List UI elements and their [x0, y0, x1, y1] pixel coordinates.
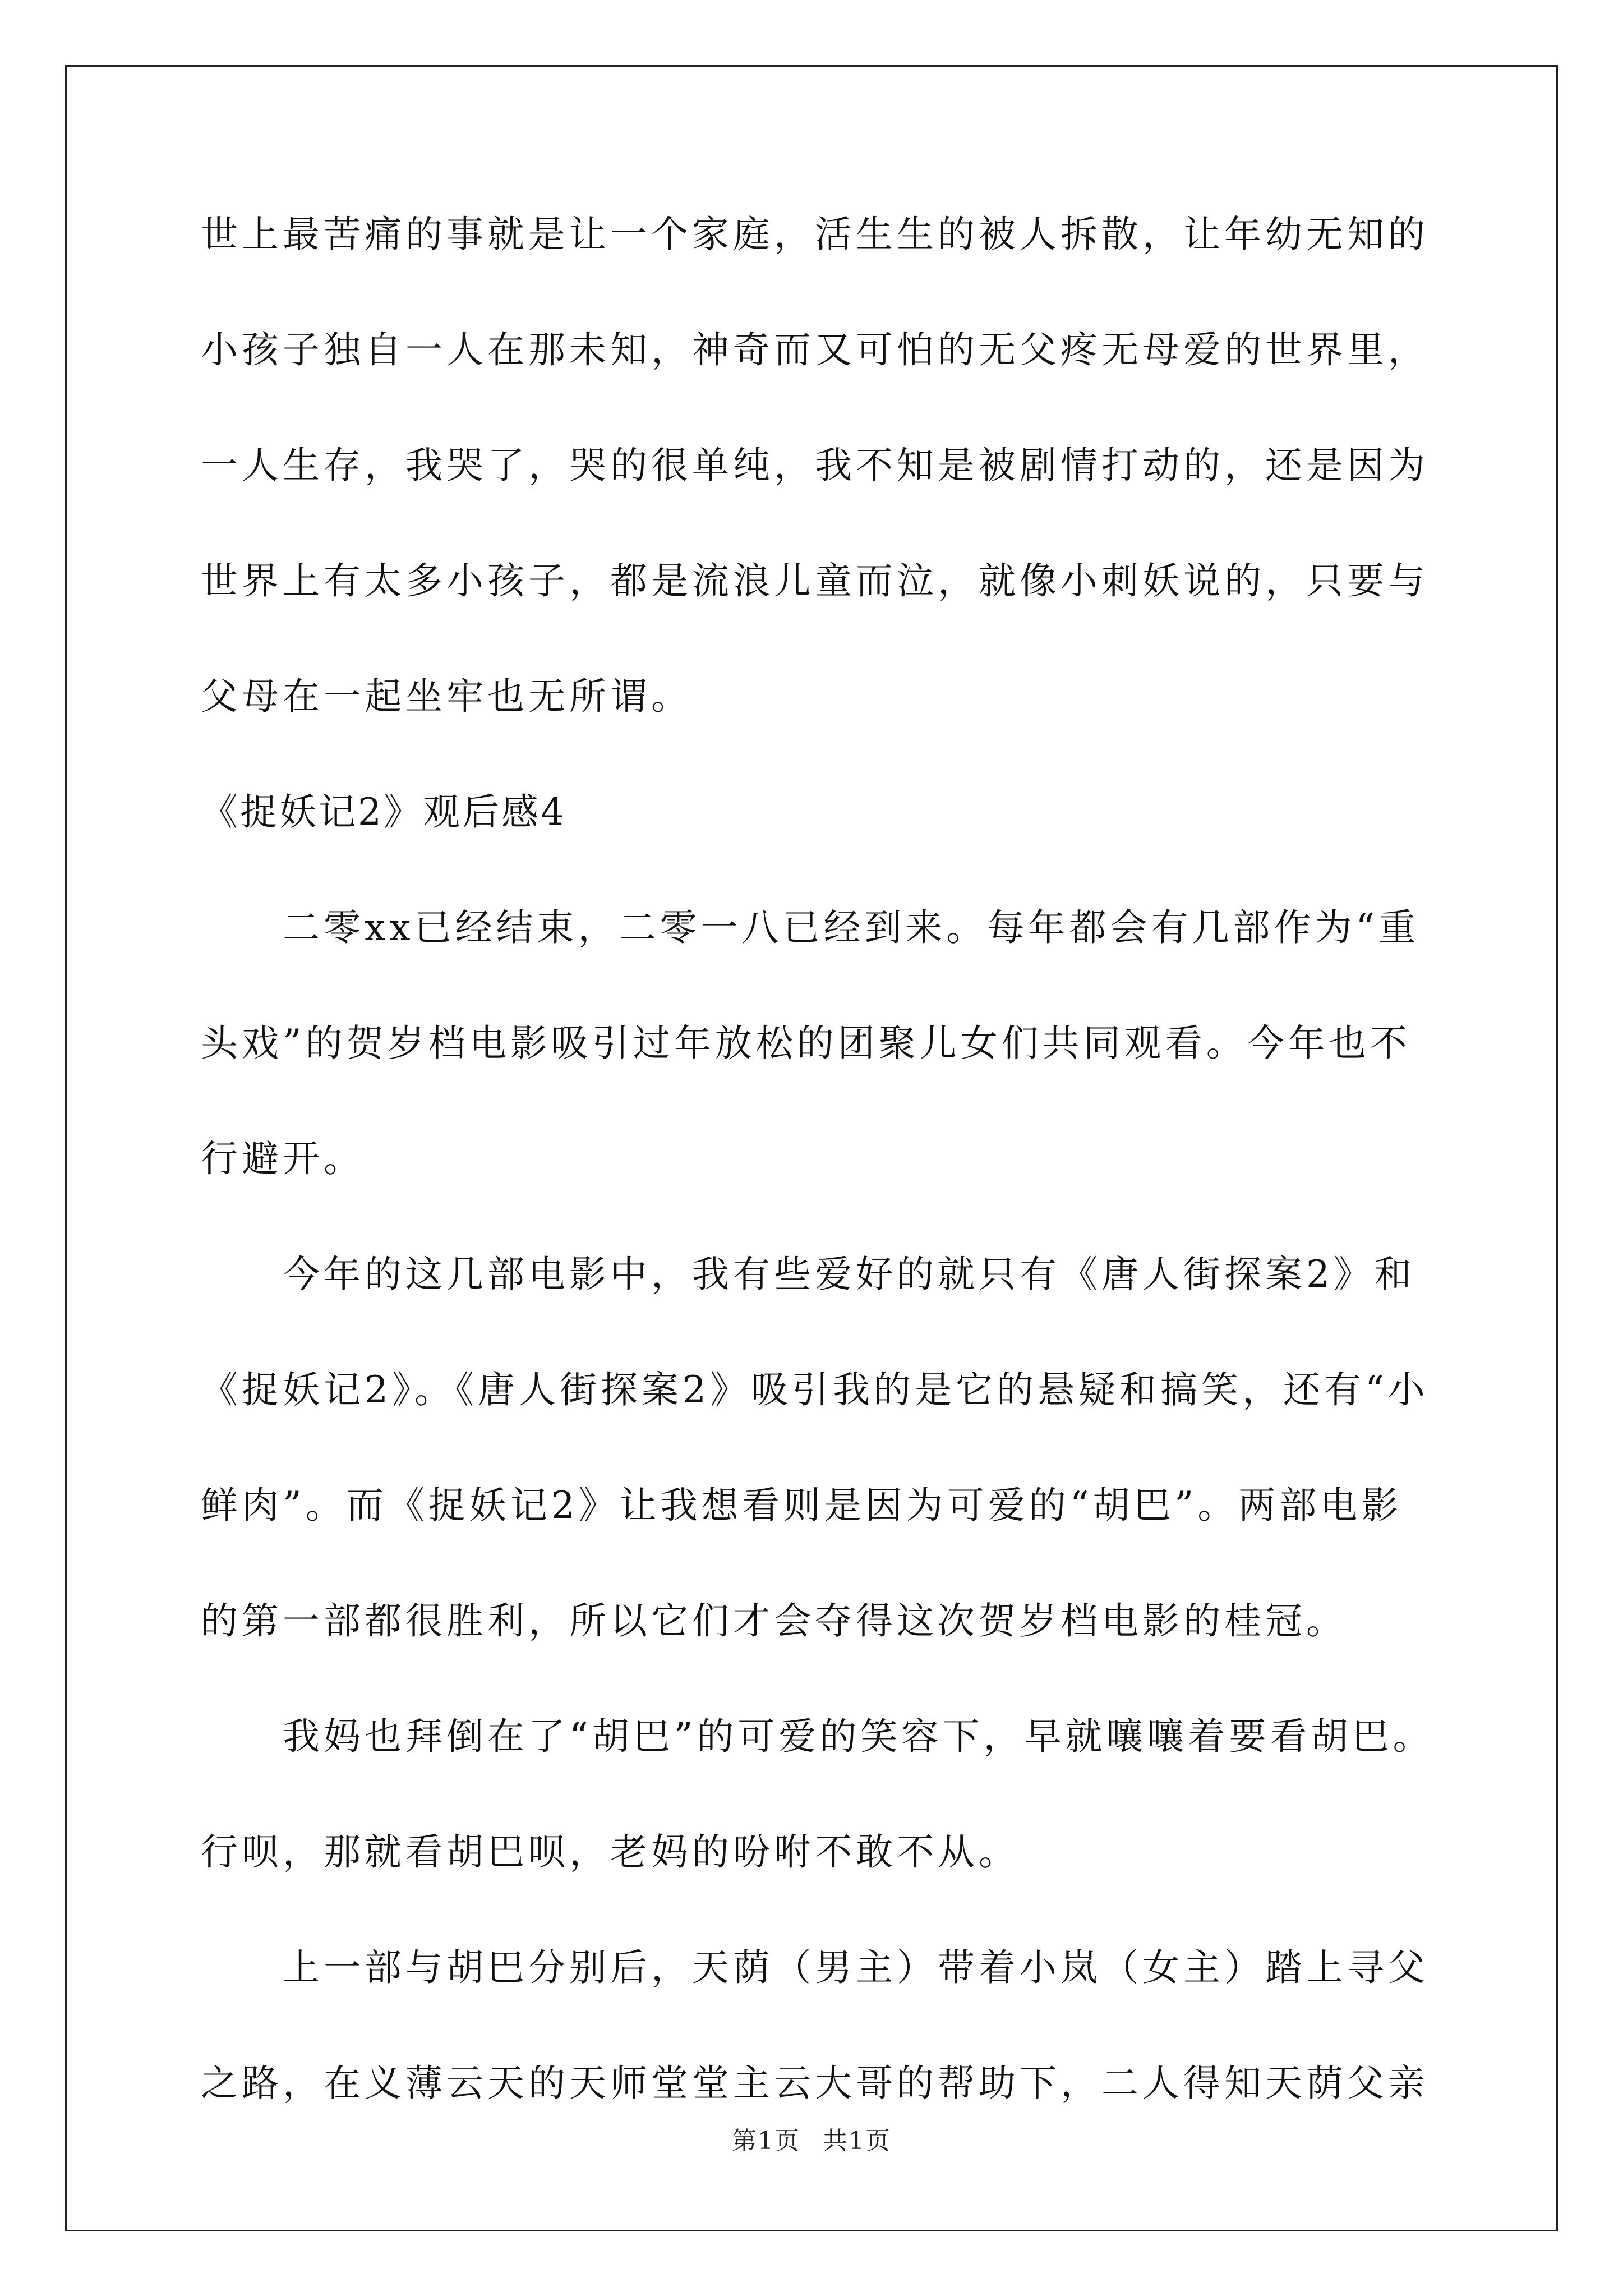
paragraph-line: 今年的这几部电影中，我有些爱好的就只有《唐人街探案2》和: [283, 1253, 1415, 1296]
paragraph-line: 行避开。: [201, 1137, 365, 1180]
page-footer: [0, 2129, 1623, 2154]
paragraph-line: 二零xx已经结束，二零一八已经到来。每年都会有几部作为“重: [283, 906, 1420, 949]
paragraph-line: 鲜肉”。而《捉妖记2》让我想看则是因为可爱的“胡巴”。两部电影: [201, 1484, 1403, 1527]
paragraph-line: 父母在一起坐牢也无所谓。: [201, 675, 692, 718]
paragraph-line: 的第一部都很胜利，所以它们才会夺得这次贺岁档电影的桂冠。: [201, 1599, 1347, 1642]
paragraph-line: 小孩子独自一人在那未知，神奇而又可怕的无父疼无母爱的世界里，: [201, 328, 1429, 371]
section-heading: 《捉妖记2》观后感4: [201, 790, 566, 834]
page-total: 共1页: [823, 2127, 891, 2155]
paragraph-line: 一人生存，我哭了，哭的很单纯，我不知是被剧情打动的，还是因为: [201, 444, 1429, 487]
page-number: 第1页: [732, 2127, 800, 2155]
paragraph-line: 《捉妖记2》。《唐人街探案2》吸引我的是它的悬疑和搞笑，还有“小: [201, 1368, 1429, 1411]
paragraph-line: 我妈也拜倒在了“胡巴”的可爱的笑容下，早就嚷嚷着要看胡巴。: [283, 1715, 1434, 1758]
document-body: [201, 213, 1435, 2180]
paragraph-line: 头戏”的贺岁档电影吸引过年放松的团聚儿女们共同观看。今年也不: [201, 1022, 1411, 1065]
paragraph-line: 世界上有太多小孩子，都是流浪儿童而泣，就像小刺妖说的，只要与: [201, 559, 1429, 602]
paragraph-line: 世上最苦痛的事就是让一个家庭，活生生的被人拆散，让年幼无知的: [201, 213, 1429, 256]
paragraph-line: 行呗，那就看胡巴呗，老妈的吩咐不敢不从。: [201, 1830, 1020, 1874]
paragraph-line: 之路，在义薄云天的天师堂堂主云大哥的帮助下，二人得知天荫父亲: [201, 2062, 1429, 2105]
paragraph-line: 上一部与胡巴分别后，天荫（男主）带着小岚（女主）踏上寻父: [283, 1946, 1429, 1989]
